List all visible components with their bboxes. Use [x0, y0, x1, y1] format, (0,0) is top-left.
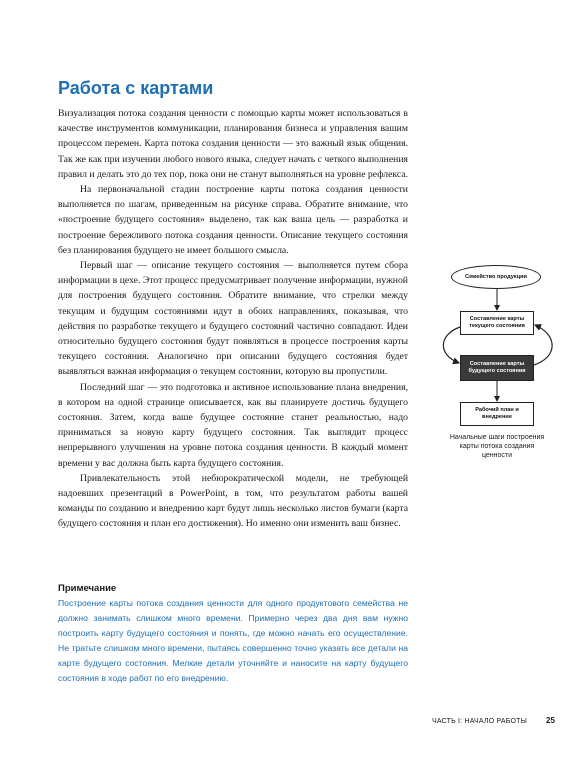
paragraph: Привлекательность этой небюрократической модели, не требующей надоевших презентаций в PowerPoint, в том, что результатом работы вашей команды по созданию и внедрению карт будут лишь несколько листов бумаги (карта будущего состояния и план его достижения). Но именно они изменить ваш бизнес. — [58, 472, 408, 530]
arrow-curve-right — [534, 325, 552, 365]
node-future-state: Составление карты будущего состояния — [460, 355, 534, 381]
body-text — [58, 106, 408, 532]
paragraph: Первый шаг — описание текущего состояния — выполняется путем сбора информации в цехе. Этот процесс предусматривает получение информации, нужной для построения будущего состояния. Обратите внимание, что стрелки между текущим и будущим состояниями идут в обоих направлениях, показывая, что действия по разработке текущего и будущего состояний частично совпадают. Идеи относительно будущего состояния будут появляться в процессе построения карты текущего состояния. Аналогично при описании будущего состояния будет выявляться важная информация о текущем состоянии, которую вы пропустили. — [58, 260, 408, 378]
paragraph: Последний шаг — это подготовка и активное использование плана внедрения, в котором на одной странице описывается, как вы планируете достичь будущего состояния. Затем, когда ваше будущее состояние станет реальностью, надо приниматься за новую карту будущего состояния. Так выглядит процесс непрерывного улучшения на уровне потока создания ценности. В каждый момент времени у вас должна быть карта будущего состояния. — [58, 381, 408, 469]
value-stream-steps-diagram — [436, 255, 578, 475]
note-title: Примечание — [58, 583, 117, 594]
note-box — [58, 583, 408, 686]
section-title: Работа с картами — [58, 78, 214, 98]
node-work-plan: Рабочий план и внедрение — [460, 402, 534, 426]
node-current-state: Составление карты текущего состояния — [460, 311, 534, 335]
footer-section-label: ЧАСТЬ I: НАЧАЛО РАБОТЫ — [432, 718, 528, 725]
node-product-family: Семейство продукции — [451, 265, 541, 289]
page-number: 25 — [546, 716, 555, 725]
arrow-curve-left — [443, 327, 460, 363]
paragraph: На первоначальной стадии построение карты потока создания ценности выполняется по шагам, приведенным на рисунке справа. Обратите внимание, что «построение будущего состояния» выделено, так как ваша цель — разработка и построение бережливого потока создания ценности. Описание текущего состояния без планирования будущего не имеет большого смысла. — [58, 184, 408, 256]
diagram-caption: Начальные шаги построения карты потока создания ценности — [449, 434, 545, 459]
paragraph: Визуализация потока создания ценности с помощью карты может использоваться в качестве инструментов коммуникации, планирования бизнеса и управления вашим процессом перемен. Карта потока создания ценности — это важный язык общения. Так же как при изучении любого нового языка, следует начать с четкого выполнения правил и делать это до тех пор, пока они не станут выполняться на уровне рефлекса. — [58, 108, 408, 180]
note-text: Построение карты потока создания ценности для одного продуктового семейства не должно занимать слишком много времени. Примерно через два дня вам нужно построить карту будущего состояния и понять, где можно начать его осуществление. Не тратьте слишком много времени, пытаясь совершенно точно указать все детали на карте будущего состояния. Мелкие детали уточняйте и наносите на карту будущего состояния в ходе работ по его внедрению. — [58, 598, 408, 683]
